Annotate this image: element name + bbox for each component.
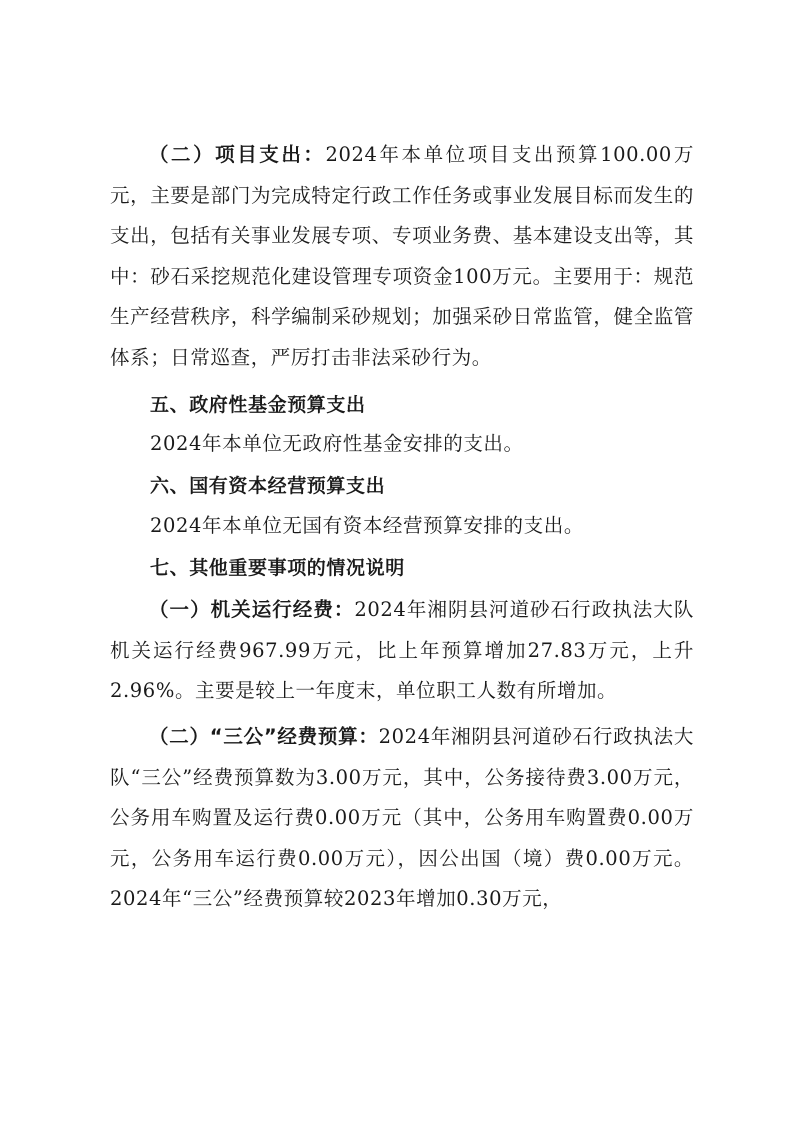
operating-expense-paragraph: [110, 590, 694, 712]
project-expenditure-text: 2024年本单位项目支出预算100.00万元，主要是部门为完成特定行政工作任务或事业发展目标而发生的支出，包括有关事业发展专项、专项业务费、基本建设支出等，其中：砂石采挖规范化建设管理专项资金100万元。主要用于：规范生产经营秩序，科学编制采砂规划；加强采砂日常监管，健全监管体系；日常巡查，严厉打击非法采砂行为。: [110, 143, 694, 369]
three-public-expense-paragraph: [110, 717, 694, 920]
project-expenditure-lead: （二）项目支出：: [149, 143, 326, 166]
section7-heading: 七、其他重要事项的情况说明: [150, 557, 405, 579]
operating-expense-text: 2024年湘阴县河道砂石行政执法大队机关运行经费967.99万元，比上年预算增加27.83万元，上升2.96%。主要是较上一年度末，单位职工人数有所增加。: [110, 598, 694, 702]
section5-text: 2024年本单位无政府性基金安排的支出。: [150, 432, 524, 455]
three-public-expense-lead: （二）“三公”经费预算：: [149, 725, 379, 748]
section6-text: 2024年本单位无国有资本经营预算安排的支出。: [150, 514, 584, 537]
project-expenditure-paragraph: [110, 135, 694, 378]
three-public-expense-text: 2024年湘阴县河道砂石行政执法大队“三公”经费预算数为3.00万元，其中，公务接待费3.00万元，公务用车购置及运行费0.00万元（其中，公务用车购置费0.00万元，公务用车运行费0.00万元），因公出国（境）费0.00万元。2024年“三公”经费预算较2023年增加0.30万元，: [110, 725, 694, 910]
section5-heading: 五、政府性基金预算支出: [150, 394, 366, 416]
operating-expense-lead: （一）机关运行经费：: [149, 598, 355, 621]
section6-heading: 六、国有资本经营预算支出: [150, 475, 386, 497]
